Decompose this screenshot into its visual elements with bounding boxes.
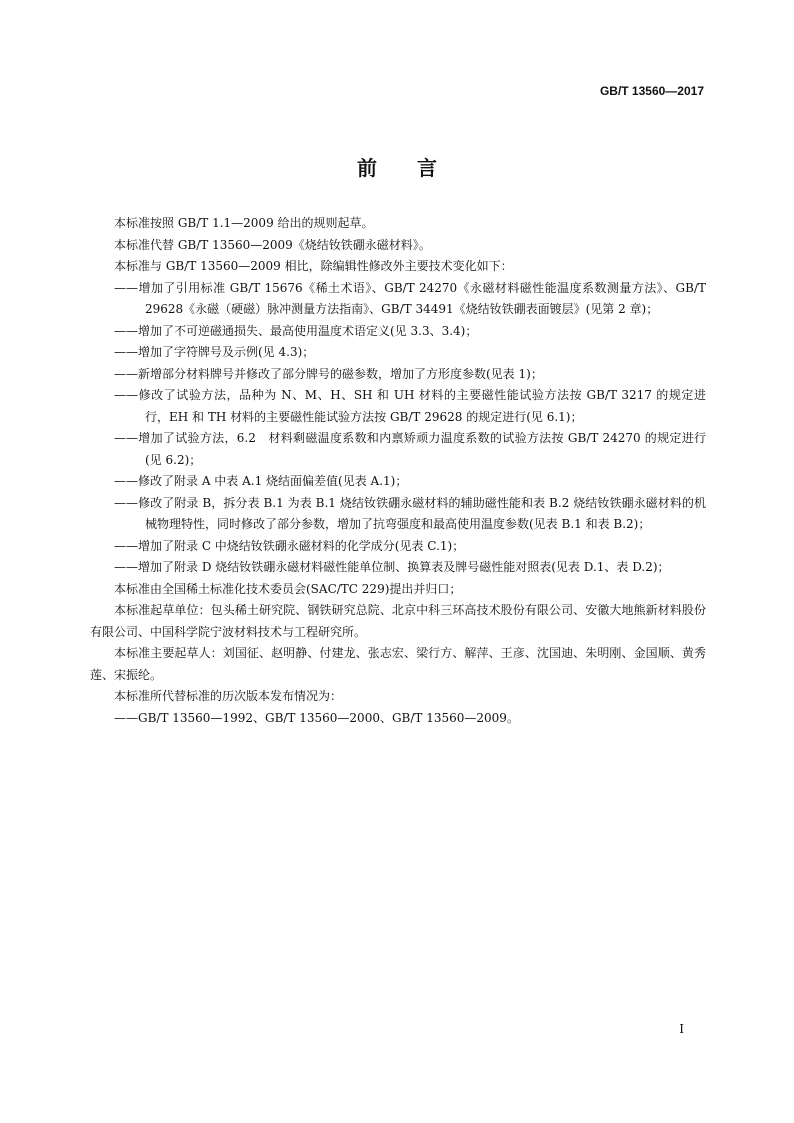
page-number: I xyxy=(679,1022,684,1036)
change-item: ——修改了附录 B，拆分表 B.1 为表 B.1 烧结钕铁硼永磁材料的辅助磁性能和表 B.2 烧结钕铁硼永磁材料的机械物理特性，同时修改了部分参数，增加了抗弯强度和最高使用温度参数(见表 B.1 和表 B.2)； xyxy=(114,495,706,531)
change-item: ——增加了不可逆磁通损失、最高使用温度术语定义(见 3.3、3.4)； xyxy=(114,323,478,338)
change-item: ——增加了附录 C 中烧结钕铁硼永磁材料的化学成分(见表 C.1)； xyxy=(114,538,465,553)
change-item: ——新增部分材料牌号并修改了部分牌号的磁参数，增加了方形度参数(见表 1)； xyxy=(114,366,543,381)
paragraph: 本标准所代替标准的历次版本发布情况为： xyxy=(114,689,343,703)
document-body xyxy=(90,213,706,729)
paragraph: 本标准按照 GB/T 1.1—2009 给出的规则起草。 xyxy=(114,216,374,230)
title-char: 前 xyxy=(357,156,417,180)
change-item: ——修改了试验方法，品种为 N、M、H、SH 和 UH 材料的主要磁性能试验方法按 GB/T 3217 的规定进行，EH 和 TH 材料的主要磁性能试验方法按 GB/T 29628 的规定进行(见 6.1)； xyxy=(114,388,706,424)
paragraph: 本标准与 GB/T 13560—2009 相比，除编辑性修改外主要技术变化如下： xyxy=(114,259,513,273)
paragraph: 本标准由全国稀土标准化技术委员会(SAC/TC 229)提出并归口； xyxy=(114,581,462,596)
paragraph: 本标准代替 GB/T 13560—2009《烧结钕铁硼永磁材料》。 xyxy=(114,237,431,252)
paragraph: 本标准主要起草人：刘国征、赵明静、付建龙、张志宏、梁行方、解萍、王彦、沈国迪、朱明刚、金国顺、黄秀莲、宋振纶。 xyxy=(90,646,706,682)
title-char: 言 xyxy=(417,156,477,180)
change-item: ——增加了试验方法，6.2 材料剩磁温度系数和内禀矫顽力温度系数的试验方法按 GB/T 24270 的规定进行(见 6.2)； xyxy=(114,431,706,467)
change-item: ——增加了字符牌号及示例(见 4.3)； xyxy=(114,345,315,359)
history-item: ——GB/T 13560—1992、GB/T 13560—2000、GB/T 13560—2009。 xyxy=(114,710,519,725)
standard-code: GB/T 13560—2017 xyxy=(599,84,704,98)
page-title xyxy=(0,152,794,181)
change-item: ——增加了附录 D 烧结钕铁硼永磁材料磁性能单位制、换算表及牌号磁性能对照表(见表 D.1、表 D.2)； xyxy=(114,560,670,574)
change-item: ——增加了引用标准 GB/T 15676《稀土术语》、GB/T 24270《永磁材料磁性能温度系数测量方法》、GB/T 29628《永磁（硬磁）脉冲测量方法指南》、GB/T 34491《烧结钕铁硼表面镀层》(见第 2 章)； xyxy=(114,280,706,316)
paragraph: 本标准起草单位：包头稀土研究院、钢铁研究总院、北京中科三环高技术股份有限公司、安徽大地熊新材料股份有限公司、中国科学院宁波材料技术与工程研究所。 xyxy=(90,603,706,639)
change-item: ——修改了附录 A 中表 A.1 烧结面偏差值(见表 A.1)； xyxy=(114,474,408,488)
